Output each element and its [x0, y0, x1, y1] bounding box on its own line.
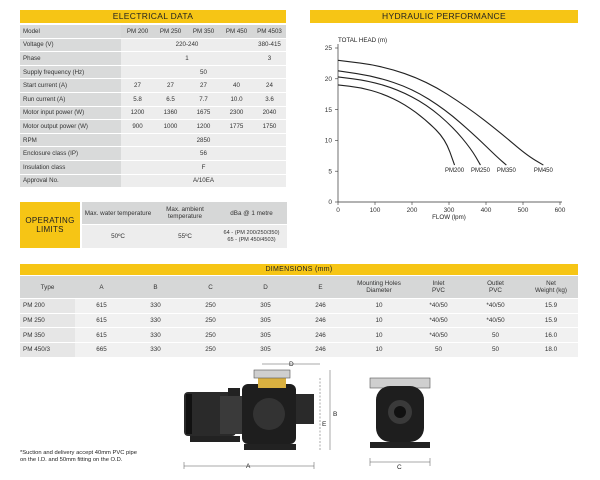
table-row — [20, 328, 578, 343]
table-cell: 665 — [75, 343, 128, 358]
series-label-pm250: PM250 — [470, 168, 490, 175]
series-label-pm450: PM450 — [533, 168, 553, 175]
dim-label-b: B — [333, 411, 338, 418]
table-cell: 10 — [348, 313, 410, 328]
table-cell: 1200 — [187, 120, 220, 134]
dba-header: dBa @ 1 metre — [216, 202, 287, 225]
pump-front-view — [370, 378, 430, 466]
row-label: Supply frequency (Hz) — [20, 65, 121, 79]
row-label: Motor input power (W) — [20, 106, 121, 120]
table-cell: 24 — [253, 79, 286, 93]
x-tick-label: 400 — [480, 207, 492, 214]
table-cell: 250 — [183, 299, 238, 314]
table-cell: 615 — [75, 313, 128, 328]
max-water-temp-value: 50ºC — [82, 225, 154, 249]
series-label-pm200: PM200 — [445, 168, 465, 175]
table-cell: 50 — [410, 343, 467, 358]
row-label: Insulation class — [20, 160, 121, 174]
table-row — [20, 79, 286, 93]
table-cell: 250 — [183, 343, 238, 358]
max-ambient-temp-value: 55ºC — [154, 225, 216, 249]
table-cell: 1750 — [253, 120, 286, 134]
y-tick-label: 15 — [324, 106, 332, 114]
column-header: B — [128, 276, 183, 299]
table-cell: 615 — [75, 299, 128, 314]
electrical-data-table — [20, 25, 286, 188]
table-row — [20, 106, 286, 120]
table-cell: 56 — [121, 147, 286, 161]
operating-limits-line2: LIMITS — [36, 225, 64, 234]
model-header: Model — [20, 25, 121, 38]
table-row — [20, 299, 578, 314]
table-row — [20, 92, 286, 106]
table-cell: 2300 — [220, 106, 253, 120]
table-cell: *40/50 — [410, 313, 467, 328]
table-cell: 615 — [75, 328, 128, 343]
table-cell: 50 — [467, 343, 524, 358]
row-label: PM 250 — [20, 313, 75, 328]
table-cell: 330 — [128, 313, 183, 328]
row-label: RPM — [20, 133, 121, 147]
table-cell: 15.9 — [524, 313, 578, 328]
column-header: Inlet PVC — [410, 276, 467, 299]
column-header: D — [238, 276, 293, 299]
table-cell: 246 — [293, 299, 348, 314]
pipe-note: *Suction and delivery accept 40mm PVC pipe on the I.D. and 50mm fitting on the O.D. — [20, 450, 137, 463]
model-header-cell: PM 350 — [187, 25, 220, 38]
table-cell: 330 — [128, 328, 183, 343]
dimensions-title: DIMENSIONS (mm) — [20, 264, 578, 275]
table-cell: 15.9 — [524, 299, 578, 314]
table-cell: 250 — [183, 313, 238, 328]
table-row — [20, 65, 286, 79]
column-header: C — [183, 276, 238, 299]
table-row — [20, 120, 286, 134]
table-cell: 40 — [220, 79, 253, 93]
hydraulic-performance-title: HYDRAULIC PERFORMANCE — [310, 10, 578, 23]
table-cell: 220-240 — [121, 38, 253, 52]
table-cell: 2850 — [121, 133, 286, 147]
max-ambient-temp-header: Max. ambient temperature — [154, 202, 216, 225]
dim-label-c: C — [397, 464, 402, 470]
operating-limits-label — [20, 202, 80, 248]
row-label: Phase — [20, 52, 121, 66]
x-tick-label: 0 — [336, 207, 340, 214]
hydraulic-performance-chart — [300, 28, 590, 228]
row-label: Voltage (V) — [20, 38, 121, 52]
dim-label-a: A — [246, 463, 251, 470]
x-tick-label: 200 — [406, 207, 418, 214]
column-header: Net Weight (kg) — [524, 276, 578, 299]
table-cell: 1 — [121, 52, 253, 66]
table-cell: A/10EA — [121, 174, 286, 188]
column-header: E — [293, 276, 348, 299]
row-label: Run current (A) — [20, 92, 121, 106]
table-cell: 305 — [238, 343, 293, 358]
table-cell: 305 — [238, 313, 293, 328]
dim-label-e: E — [322, 421, 327, 428]
table-cell: 380-415 — [253, 38, 286, 52]
table-cell: *40/50 — [410, 299, 467, 314]
table-row — [20, 147, 286, 161]
row-label: Enclosure class (IP) — [20, 147, 121, 161]
table-row — [20, 313, 578, 328]
table-cell: 10 — [348, 343, 410, 358]
row-label: Motor output power (W) — [20, 120, 121, 134]
table-cell: 330 — [128, 343, 183, 358]
table-cell: 1675 — [187, 106, 220, 120]
table-row — [20, 174, 286, 188]
row-label: Approval No. — [20, 174, 121, 188]
y-tick-label: 25 — [324, 45, 332, 53]
column-header: Outlet PVC — [467, 276, 524, 299]
x-tick-label: 500 — [517, 207, 529, 214]
table-cell: 330 — [128, 299, 183, 314]
model-header-cell: PM 450 — [220, 25, 253, 38]
table-cell: 50 — [121, 65, 286, 79]
table-cell: F — [121, 160, 286, 174]
column-header: A — [75, 276, 128, 299]
pump-dimension-drawing — [170, 356, 470, 470]
table-cell: 7.7 — [187, 92, 220, 106]
table-cell: 27 — [187, 79, 220, 93]
table-cell: *40/50 — [410, 328, 467, 343]
table-cell: 3.6 — [253, 92, 286, 106]
dba-value: 64 - (PM 200/250/350) 65 - (PM 450/4503) — [216, 225, 287, 249]
y-tick-label: 5 — [328, 168, 332, 176]
table-cell: 1775 — [220, 120, 253, 134]
model-header-cell: PM 4503 — [253, 25, 286, 38]
table-cell: 10.0 — [220, 92, 253, 106]
dimensions-table — [20, 276, 578, 358]
table-cell: 50 — [467, 328, 524, 343]
max-water-temp-header: Max. water temperature — [82, 202, 154, 225]
x-tick-label: 100 — [369, 207, 381, 214]
pump-side-view — [184, 364, 330, 469]
row-label: PM 450/3 — [20, 343, 75, 358]
model-header-cell: PM 200 — [121, 25, 154, 38]
row-label: PM 350 — [20, 328, 75, 343]
y-axis-title: TOTAL HEAD (m) — [338, 37, 388, 44]
table-cell: 246 — [293, 328, 348, 343]
table-cell: *40/50 — [467, 299, 524, 314]
row-label: Start current (A) — [20, 79, 121, 93]
table-cell: 5.8 — [121, 92, 154, 106]
y-tick-label: 0 — [328, 199, 332, 207]
y-tick-label: 10 — [324, 137, 332, 145]
table-cell: 10 — [348, 299, 410, 314]
table-row — [20, 52, 286, 66]
operating-limits-table — [82, 202, 287, 249]
series-line-pm200 — [338, 85, 455, 165]
row-label: PM 200 — [20, 299, 75, 314]
series-label-pm350: PM350 — [496, 168, 516, 175]
table-cell: 10 — [348, 328, 410, 343]
x-axis-title: FLOW (lpm) — [432, 214, 466, 221]
table-cell: 6.5 — [154, 92, 187, 106]
table-cell: 246 — [293, 313, 348, 328]
operating-limits-line1: OPERATING — [25, 216, 75, 225]
table-cell: 1360 — [154, 106, 187, 120]
x-tick-label: 600 — [554, 207, 566, 214]
table-cell: 1000 — [154, 120, 187, 134]
table-cell: 1200 — [121, 106, 154, 120]
column-header: Mounting Holes Diameter — [348, 276, 410, 299]
table-cell: 900 — [121, 120, 154, 134]
electrical-data-title: ELECTRICAL DATA — [20, 10, 286, 23]
table-row — [20, 133, 286, 147]
table-cell: 27 — [121, 79, 154, 93]
table-cell: 246 — [293, 343, 348, 358]
table-row — [20, 160, 286, 174]
table-cell: *40/50 — [467, 313, 524, 328]
y-tick-label: 20 — [324, 76, 332, 83]
table-cell: 27 — [154, 79, 187, 93]
dim-label-d: D — [289, 361, 294, 368]
model-header-cell: PM 250 — [154, 25, 187, 38]
table-cell: 16.0 — [524, 328, 578, 343]
column-header: Type — [20, 276, 75, 299]
table-cell: 3 — [253, 52, 286, 66]
table-cell: 305 — [238, 328, 293, 343]
table-cell: 250 — [183, 328, 238, 343]
x-tick-label: 300 — [443, 207, 455, 214]
table-cell: 18.0 — [524, 343, 578, 358]
table-cell: 2040 — [253, 106, 286, 120]
table-row — [20, 38, 286, 52]
table-cell: 305 — [238, 299, 293, 314]
